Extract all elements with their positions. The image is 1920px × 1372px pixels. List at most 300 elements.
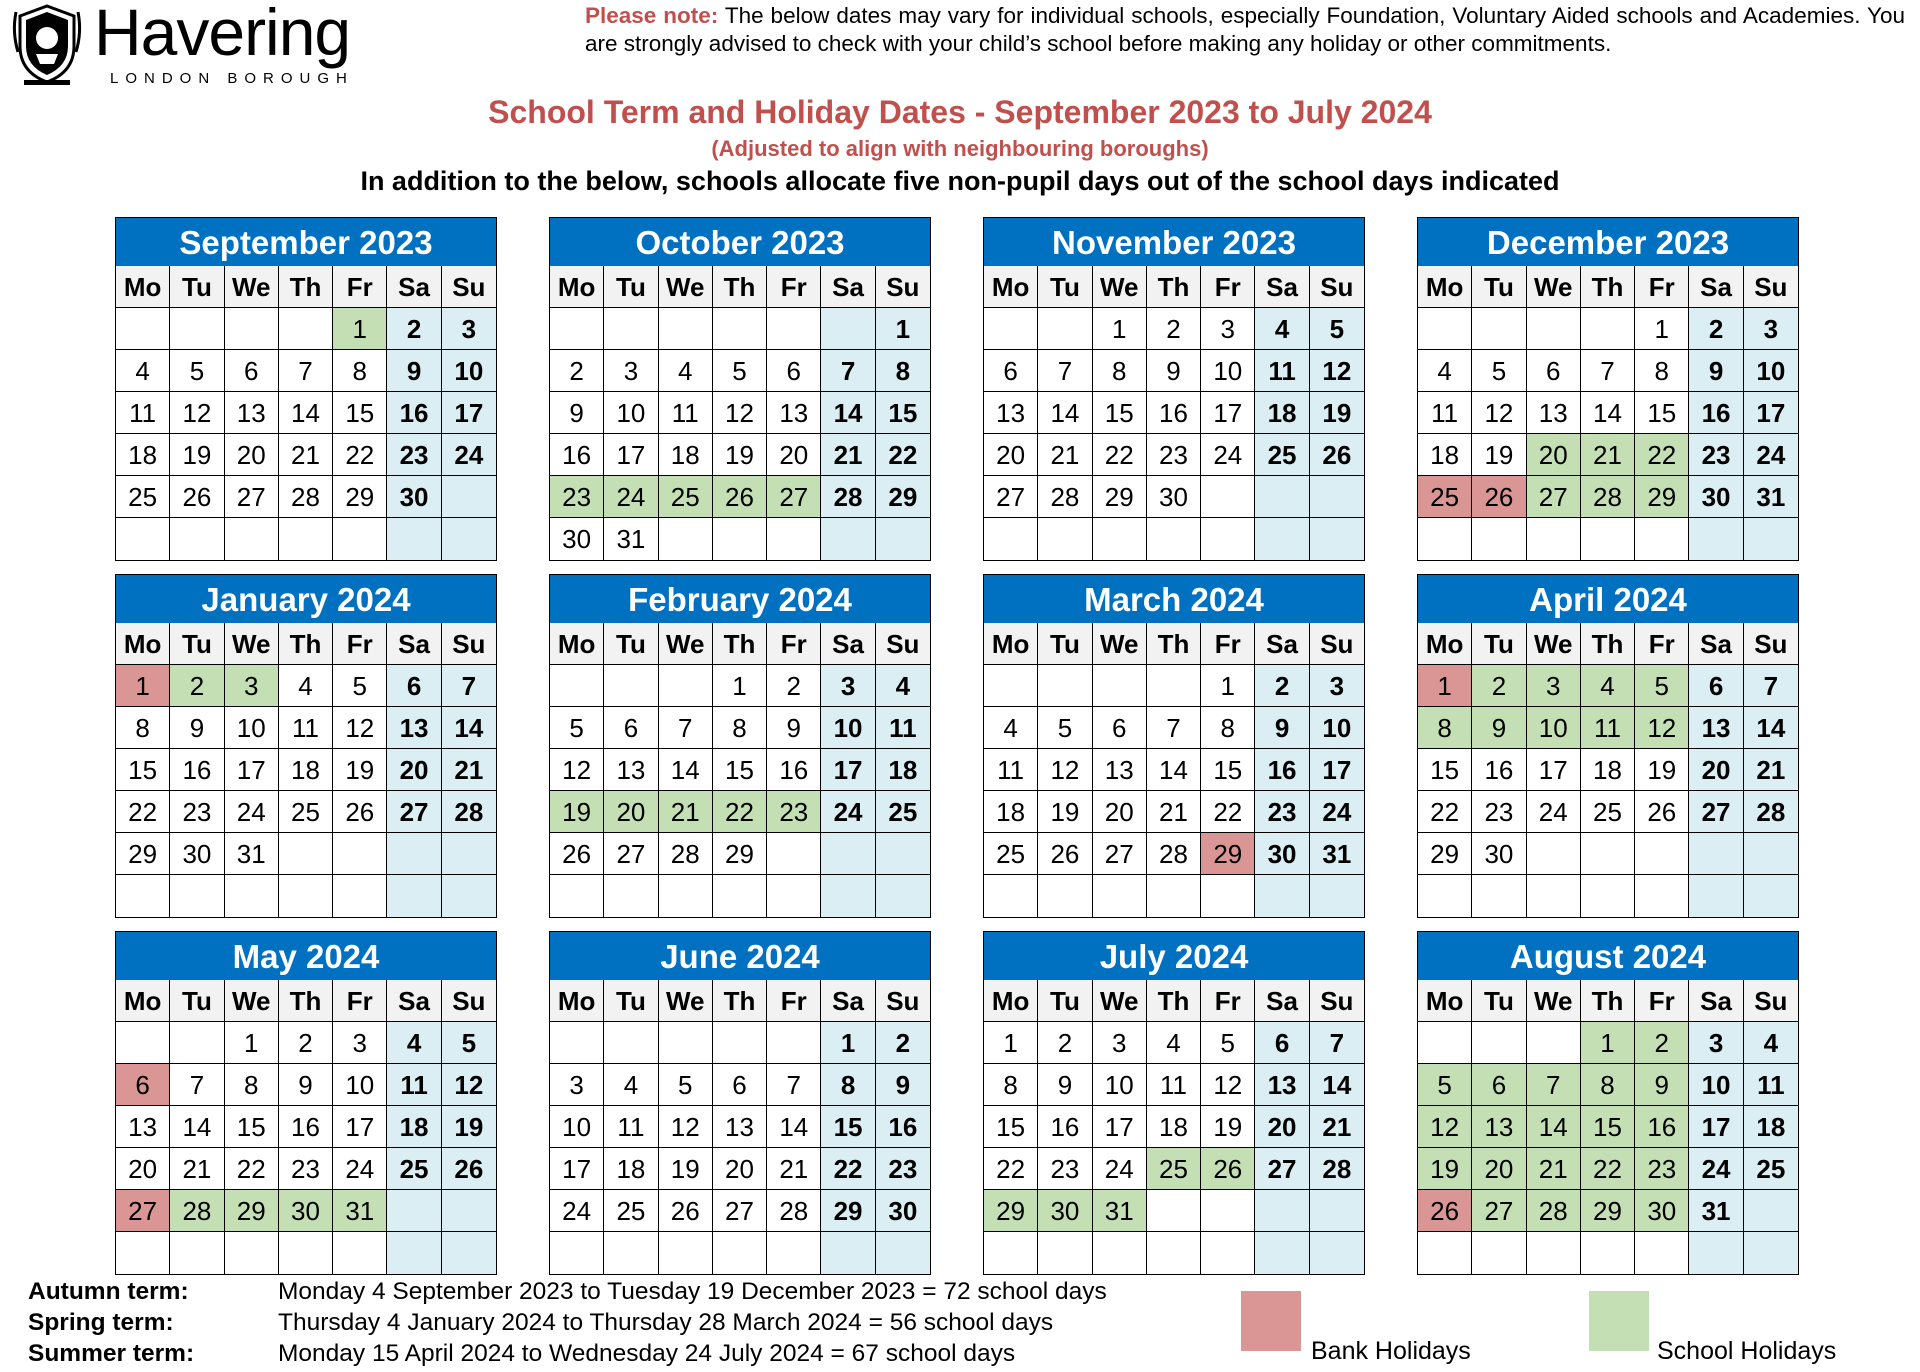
empty-cell bbox=[1255, 875, 1309, 917]
calendar-day: 29 bbox=[821, 1190, 875, 1232]
empty-cell bbox=[333, 518, 387, 560]
calendar-day: 22 bbox=[1581, 1148, 1635, 1190]
day-header: We bbox=[1527, 623, 1581, 665]
calendar-day: 23 bbox=[767, 791, 821, 833]
day-header: Fr bbox=[333, 623, 387, 665]
calendar-day: 9 bbox=[170, 707, 224, 749]
calendar-day: 19 bbox=[1310, 392, 1364, 434]
empty-cell bbox=[767, 308, 821, 350]
calendar-day: 6 bbox=[1472, 1064, 1526, 1106]
calendar-day: 14 bbox=[659, 749, 713, 791]
calendar-day: 21 bbox=[1744, 749, 1798, 791]
calendar-day: 30 bbox=[1147, 476, 1201, 518]
empty-cell bbox=[387, 1190, 441, 1232]
empty-cell bbox=[170, 518, 224, 560]
calendar-day: 7 bbox=[279, 350, 333, 392]
month-calendar bbox=[115, 574, 497, 918]
calendar-day: 17 bbox=[604, 434, 658, 476]
calendar-day: 17 bbox=[1310, 749, 1364, 791]
calendar-day: 28 bbox=[1147, 833, 1201, 875]
please-note bbox=[585, 2, 1905, 58]
empty-cell bbox=[767, 1022, 821, 1064]
calendar-day: 16 bbox=[767, 749, 821, 791]
day-header: Sa bbox=[1255, 980, 1309, 1022]
calendar-day: 26 bbox=[1418, 1190, 1472, 1232]
day-header: Th bbox=[713, 623, 767, 665]
month-calendar bbox=[549, 217, 931, 561]
empty-cell bbox=[984, 308, 1038, 350]
calendar-day: 13 bbox=[1255, 1064, 1309, 1106]
day-header: Fr bbox=[1201, 266, 1255, 308]
empty-cell bbox=[333, 1232, 387, 1274]
calendar-day: 14 bbox=[767, 1106, 821, 1148]
calendar-day: 13 bbox=[767, 392, 821, 434]
calendar-day: 10 bbox=[1744, 350, 1798, 392]
calendar-day: 31 bbox=[1689, 1190, 1743, 1232]
calendar-day: 9 bbox=[387, 350, 441, 392]
calendar-day: 21 bbox=[659, 791, 713, 833]
calendar-day: 11 bbox=[984, 749, 1038, 791]
empty-cell bbox=[279, 1232, 333, 1274]
calendar-day: 3 bbox=[1093, 1022, 1147, 1064]
calendar-day: 15 bbox=[1201, 749, 1255, 791]
empty-cell bbox=[170, 875, 224, 917]
month-calendar bbox=[549, 574, 931, 918]
calendar-day: 22 bbox=[1418, 791, 1472, 833]
bank-holiday-label: Bank Holidays bbox=[1311, 1337, 1471, 1365]
calendar-day: 6 bbox=[387, 665, 441, 707]
empty-cell bbox=[659, 875, 713, 917]
calendar-day: 29 bbox=[225, 1190, 279, 1232]
calendar-day: 23 bbox=[387, 434, 441, 476]
calendar-day: 31 bbox=[1093, 1190, 1147, 1232]
calendar-day: 1 bbox=[1581, 1022, 1635, 1064]
day-header: Tu bbox=[1038, 623, 1092, 665]
empty-cell bbox=[1201, 875, 1255, 917]
calendar-day: 10 bbox=[604, 392, 658, 434]
calendar-day: 16 bbox=[1635, 1106, 1689, 1148]
day-header: Th bbox=[1581, 623, 1635, 665]
calendar-day: 4 bbox=[1418, 350, 1472, 392]
calendar-day: 17 bbox=[1093, 1106, 1147, 1148]
month-day-grid bbox=[1418, 266, 1798, 560]
day-header: We bbox=[1527, 980, 1581, 1022]
day-header: Th bbox=[713, 266, 767, 308]
calendar-day: 28 bbox=[1581, 476, 1635, 518]
calendar-day: 19 bbox=[1472, 434, 1526, 476]
calendar-day: 24 bbox=[1527, 791, 1581, 833]
calendar-day: 16 bbox=[1689, 392, 1743, 434]
calendar-day: 15 bbox=[1635, 392, 1689, 434]
day-header: Fr bbox=[333, 980, 387, 1022]
calendar-day: 8 bbox=[225, 1064, 279, 1106]
calendar-day: 20 bbox=[767, 434, 821, 476]
calendar-day: 21 bbox=[767, 1148, 821, 1190]
day-header: Sa bbox=[821, 980, 875, 1022]
month-day-grid bbox=[984, 623, 1364, 917]
calendar-day: 27 bbox=[604, 833, 658, 875]
calendar-day: 3 bbox=[225, 665, 279, 707]
calendar-day: 19 bbox=[550, 791, 604, 833]
calendar-day: 11 bbox=[279, 707, 333, 749]
day-header: Su bbox=[876, 623, 930, 665]
empty-cell bbox=[1689, 875, 1743, 917]
empty-cell bbox=[821, 518, 875, 560]
calendar-day: 5 bbox=[1201, 1022, 1255, 1064]
calendar-day: 10 bbox=[1310, 707, 1364, 749]
empty-cell bbox=[1527, 1022, 1581, 1064]
page-title: School Term and Holiday Dates - September 2023 to July 2024 bbox=[488, 94, 1432, 130]
calendar-day: 4 bbox=[659, 350, 713, 392]
day-header: Su bbox=[1310, 980, 1364, 1022]
day-header: Th bbox=[713, 980, 767, 1022]
calendar-day: 27 bbox=[1527, 476, 1581, 518]
day-header: Sa bbox=[387, 623, 441, 665]
calendar-day: 16 bbox=[279, 1106, 333, 1148]
calendar-day: 2 bbox=[1472, 665, 1526, 707]
month-calendar bbox=[549, 931, 931, 1275]
day-header: Mo bbox=[116, 980, 170, 1022]
calendar-day: 27 bbox=[984, 476, 1038, 518]
empty-cell bbox=[1418, 875, 1472, 917]
calendar-day: 27 bbox=[387, 791, 441, 833]
calendar-day: 13 bbox=[984, 392, 1038, 434]
empty-cell bbox=[1147, 1190, 1201, 1232]
month-calendar bbox=[1417, 574, 1799, 918]
calendar-day: 28 bbox=[442, 791, 496, 833]
calendar-day: 11 bbox=[1255, 350, 1309, 392]
empty-cell bbox=[1310, 1232, 1364, 1274]
calendar-day: 13 bbox=[713, 1106, 767, 1148]
calendar-day: 11 bbox=[659, 392, 713, 434]
empty-cell bbox=[876, 875, 930, 917]
month-calendar bbox=[115, 217, 497, 561]
calendar-day: 22 bbox=[1093, 434, 1147, 476]
calendar-day: 22 bbox=[713, 791, 767, 833]
empty-cell bbox=[1093, 518, 1147, 560]
empty-cell bbox=[1255, 1190, 1309, 1232]
calendar-day: 21 bbox=[279, 434, 333, 476]
calendar-day: 7 bbox=[1038, 350, 1092, 392]
empty-cell bbox=[387, 518, 441, 560]
day-header: Mo bbox=[984, 980, 1038, 1022]
calendar-day: 26 bbox=[1201, 1148, 1255, 1190]
calendar-day: 20 bbox=[1093, 791, 1147, 833]
month-title: April 2024 bbox=[1418, 575, 1798, 623]
calendar-day: 26 bbox=[550, 833, 604, 875]
calendar-day: 31 bbox=[225, 833, 279, 875]
empty-cell bbox=[279, 518, 333, 560]
calendar-day: 8 bbox=[116, 707, 170, 749]
empty-cell bbox=[1635, 875, 1689, 917]
calendar-day: 5 bbox=[1472, 350, 1526, 392]
calendar-day: 9 bbox=[1147, 350, 1201, 392]
calendar-day: 5 bbox=[1310, 308, 1364, 350]
calendar-day: 31 bbox=[1310, 833, 1364, 875]
calendar-day: 17 bbox=[1201, 392, 1255, 434]
empty-cell bbox=[1527, 308, 1581, 350]
calendar-day: 30 bbox=[170, 833, 224, 875]
calendar-day: 5 bbox=[442, 1022, 496, 1064]
empty-cell bbox=[1581, 875, 1635, 917]
empty-cell bbox=[1689, 518, 1743, 560]
calendar-day: 19 bbox=[1038, 791, 1092, 833]
calendar-day: 22 bbox=[1201, 791, 1255, 833]
day-header: Mo bbox=[1418, 266, 1472, 308]
calendar-day: 17 bbox=[1744, 392, 1798, 434]
calendar-day: 3 bbox=[1527, 665, 1581, 707]
empty-cell bbox=[116, 1022, 170, 1064]
calendar-day: 1 bbox=[984, 1022, 1038, 1064]
calendar-day: 25 bbox=[279, 791, 333, 833]
empty-cell bbox=[1201, 476, 1255, 518]
empty-cell bbox=[1527, 875, 1581, 917]
month-day-grid bbox=[550, 623, 930, 917]
month-calendar bbox=[983, 931, 1365, 1275]
calendar-day: 9 bbox=[1255, 707, 1309, 749]
calendar-day: 2 bbox=[550, 350, 604, 392]
day-header: Su bbox=[442, 266, 496, 308]
calendar-day: 30 bbox=[1689, 476, 1743, 518]
calendar-day: 12 bbox=[1472, 392, 1526, 434]
calendar-day: 30 bbox=[387, 476, 441, 518]
day-header: Mo bbox=[984, 266, 1038, 308]
calendar-day: 23 bbox=[876, 1148, 930, 1190]
empty-cell bbox=[604, 1022, 658, 1064]
calendar-day: 2 bbox=[1689, 308, 1743, 350]
empty-cell bbox=[387, 833, 441, 875]
empty-cell bbox=[1472, 308, 1526, 350]
day-header: Su bbox=[442, 623, 496, 665]
calendar-day: 29 bbox=[1635, 476, 1689, 518]
day-header: We bbox=[1093, 980, 1147, 1022]
calendar-day: 14 bbox=[1581, 392, 1635, 434]
empty-cell bbox=[1147, 518, 1201, 560]
month-day-grid bbox=[1418, 623, 1798, 917]
calendar-day: 15 bbox=[713, 749, 767, 791]
calendar-day: 27 bbox=[1689, 791, 1743, 833]
calendar-day: 3 bbox=[442, 308, 496, 350]
calendar-day: 25 bbox=[1581, 791, 1635, 833]
calendar-day: 14 bbox=[821, 392, 875, 434]
day-header: Tu bbox=[1038, 980, 1092, 1022]
empty-cell bbox=[550, 1022, 604, 1064]
calendar-day: 11 bbox=[876, 707, 930, 749]
day-header: Su bbox=[1744, 266, 1798, 308]
calendar-day: 11 bbox=[1418, 392, 1472, 434]
calendar-day: 17 bbox=[225, 749, 279, 791]
empty-cell bbox=[116, 875, 170, 917]
calendar-day: 27 bbox=[116, 1190, 170, 1232]
empty-cell bbox=[225, 518, 279, 560]
calendar-day: 3 bbox=[1744, 308, 1798, 350]
calendar-day: 1 bbox=[1093, 308, 1147, 350]
calendar-day: 15 bbox=[984, 1106, 1038, 1148]
month-title: August 2024 bbox=[1418, 932, 1798, 980]
day-header: Sa bbox=[387, 980, 441, 1022]
calendar-day: 17 bbox=[1689, 1106, 1743, 1148]
calendar-day: 8 bbox=[333, 350, 387, 392]
calendar-day: 7 bbox=[1310, 1022, 1364, 1064]
month-day-grid bbox=[550, 980, 930, 1274]
empty-cell bbox=[1527, 518, 1581, 560]
day-header: Mo bbox=[116, 623, 170, 665]
calendar-day: 28 bbox=[170, 1190, 224, 1232]
empty-cell bbox=[984, 1232, 1038, 1274]
calendar-day: 25 bbox=[1255, 434, 1309, 476]
calendar-day: 13 bbox=[387, 707, 441, 749]
empty-cell bbox=[604, 665, 658, 707]
calendar-day: 6 bbox=[767, 350, 821, 392]
calendar-day: 18 bbox=[876, 749, 930, 791]
calendar-day: 25 bbox=[116, 476, 170, 518]
day-header: Fr bbox=[1201, 623, 1255, 665]
calendar-day: 24 bbox=[821, 791, 875, 833]
calendar-day: 26 bbox=[1310, 434, 1364, 476]
month-day-grid bbox=[116, 623, 496, 917]
empty-cell bbox=[1201, 1232, 1255, 1274]
empty-cell bbox=[984, 665, 1038, 707]
calendar-day: 12 bbox=[550, 749, 604, 791]
calendar-day: 18 bbox=[604, 1148, 658, 1190]
calendar-day: 14 bbox=[1147, 749, 1201, 791]
day-header: Su bbox=[1744, 623, 1798, 665]
calendar-day: 18 bbox=[1147, 1106, 1201, 1148]
calendar-day: 20 bbox=[1527, 434, 1581, 476]
calendar-day: 20 bbox=[713, 1148, 767, 1190]
calendar-day: 25 bbox=[1744, 1148, 1798, 1190]
day-header: We bbox=[1093, 623, 1147, 665]
calendar-day: 14 bbox=[1527, 1106, 1581, 1148]
calendar-day: 23 bbox=[1147, 434, 1201, 476]
calendar-day: 28 bbox=[767, 1190, 821, 1232]
calendar-day: 22 bbox=[876, 434, 930, 476]
empty-cell bbox=[1310, 518, 1364, 560]
calendar-day: 30 bbox=[279, 1190, 333, 1232]
calendar-day: 12 bbox=[1418, 1106, 1472, 1148]
empty-cell bbox=[550, 1232, 604, 1274]
calendar-day: 30 bbox=[876, 1190, 930, 1232]
month-title: February 2024 bbox=[550, 575, 930, 623]
calendar-day: 28 bbox=[821, 476, 875, 518]
calendar-day: 1 bbox=[876, 308, 930, 350]
month-title: September 2023 bbox=[116, 218, 496, 266]
day-header: We bbox=[1093, 266, 1147, 308]
calendar-day: 16 bbox=[550, 434, 604, 476]
empty-cell bbox=[1201, 1190, 1255, 1232]
calendar-day: 13 bbox=[604, 749, 658, 791]
day-header: Fr bbox=[767, 266, 821, 308]
calendar-day: 9 bbox=[279, 1064, 333, 1106]
empty-cell bbox=[1418, 1232, 1472, 1274]
calendar-day: 9 bbox=[876, 1064, 930, 1106]
empty-cell bbox=[1310, 476, 1364, 518]
day-header: Sa bbox=[821, 623, 875, 665]
calendar-day: 16 bbox=[1147, 392, 1201, 434]
day-header: We bbox=[659, 266, 713, 308]
calendar-day: 15 bbox=[1418, 749, 1472, 791]
calendar-day: 23 bbox=[1472, 791, 1526, 833]
calendar-day: 4 bbox=[604, 1064, 658, 1106]
empty-cell bbox=[116, 518, 170, 560]
empty-cell bbox=[713, 875, 767, 917]
calendar-day: 29 bbox=[1418, 833, 1472, 875]
calendar-day: 14 bbox=[279, 392, 333, 434]
calendar-day: 4 bbox=[387, 1022, 441, 1064]
empty-cell bbox=[1744, 875, 1798, 917]
empty-cell bbox=[1472, 1232, 1526, 1274]
month-title: November 2023 bbox=[984, 218, 1364, 266]
calendar-day: 29 bbox=[116, 833, 170, 875]
empty-cell bbox=[550, 875, 604, 917]
empty-cell bbox=[225, 1232, 279, 1274]
calendar-day: 14 bbox=[1038, 392, 1092, 434]
calendar-day: 19 bbox=[1635, 749, 1689, 791]
day-header: Fr bbox=[1635, 623, 1689, 665]
empty-cell bbox=[1255, 518, 1309, 560]
empty-cell bbox=[713, 518, 767, 560]
calendar-day: 9 bbox=[1038, 1064, 1092, 1106]
calendar-day: 23 bbox=[170, 791, 224, 833]
empty-cell bbox=[984, 875, 1038, 917]
calendar-day: 13 bbox=[1527, 392, 1581, 434]
calendar-day: 9 bbox=[550, 392, 604, 434]
empty-cell bbox=[442, 476, 496, 518]
calendar-day: 19 bbox=[659, 1148, 713, 1190]
havering-logo bbox=[10, 0, 375, 90]
empty-cell bbox=[116, 1232, 170, 1274]
calendar-day: 10 bbox=[1689, 1064, 1743, 1106]
calendar-day: 26 bbox=[659, 1190, 713, 1232]
day-header: Th bbox=[1147, 623, 1201, 665]
calendar-day: 12 bbox=[170, 392, 224, 434]
day-header: Tu bbox=[604, 623, 658, 665]
calendar-day: 20 bbox=[984, 434, 1038, 476]
calendar-day: 18 bbox=[387, 1106, 441, 1148]
calendar-day: 30 bbox=[1038, 1190, 1092, 1232]
calendar-day: 2 bbox=[1635, 1022, 1689, 1064]
calendar-day: 28 bbox=[1310, 1148, 1364, 1190]
calendar-day: 4 bbox=[279, 665, 333, 707]
empty-cell bbox=[1147, 875, 1201, 917]
empty-cell bbox=[1581, 833, 1635, 875]
calendar-day: 2 bbox=[279, 1022, 333, 1064]
calendar-day: 4 bbox=[876, 665, 930, 707]
empty-cell bbox=[1472, 875, 1526, 917]
calendar-day: 6 bbox=[604, 707, 658, 749]
month-title: June 2024 bbox=[550, 932, 930, 980]
day-header: Sa bbox=[1689, 980, 1743, 1022]
calendar-day: 26 bbox=[1635, 791, 1689, 833]
calendar-day: 12 bbox=[333, 707, 387, 749]
calendar-day: 11 bbox=[1147, 1064, 1201, 1106]
empty-cell bbox=[821, 308, 875, 350]
empty-cell bbox=[1581, 1232, 1635, 1274]
day-header: Tu bbox=[604, 980, 658, 1022]
empty-cell bbox=[604, 308, 658, 350]
day-header: Tu bbox=[604, 266, 658, 308]
calendar-day: 3 bbox=[1201, 308, 1255, 350]
calendar-day: 20 bbox=[1472, 1148, 1526, 1190]
calendar-day: 14 bbox=[170, 1106, 224, 1148]
calendar-day: 10 bbox=[550, 1106, 604, 1148]
empty-cell bbox=[550, 665, 604, 707]
calendar-day: 14 bbox=[1310, 1064, 1364, 1106]
day-header: Fr bbox=[1635, 266, 1689, 308]
month-day-grid bbox=[116, 980, 496, 1274]
empty-cell bbox=[1689, 833, 1743, 875]
calendar-day: 1 bbox=[713, 665, 767, 707]
